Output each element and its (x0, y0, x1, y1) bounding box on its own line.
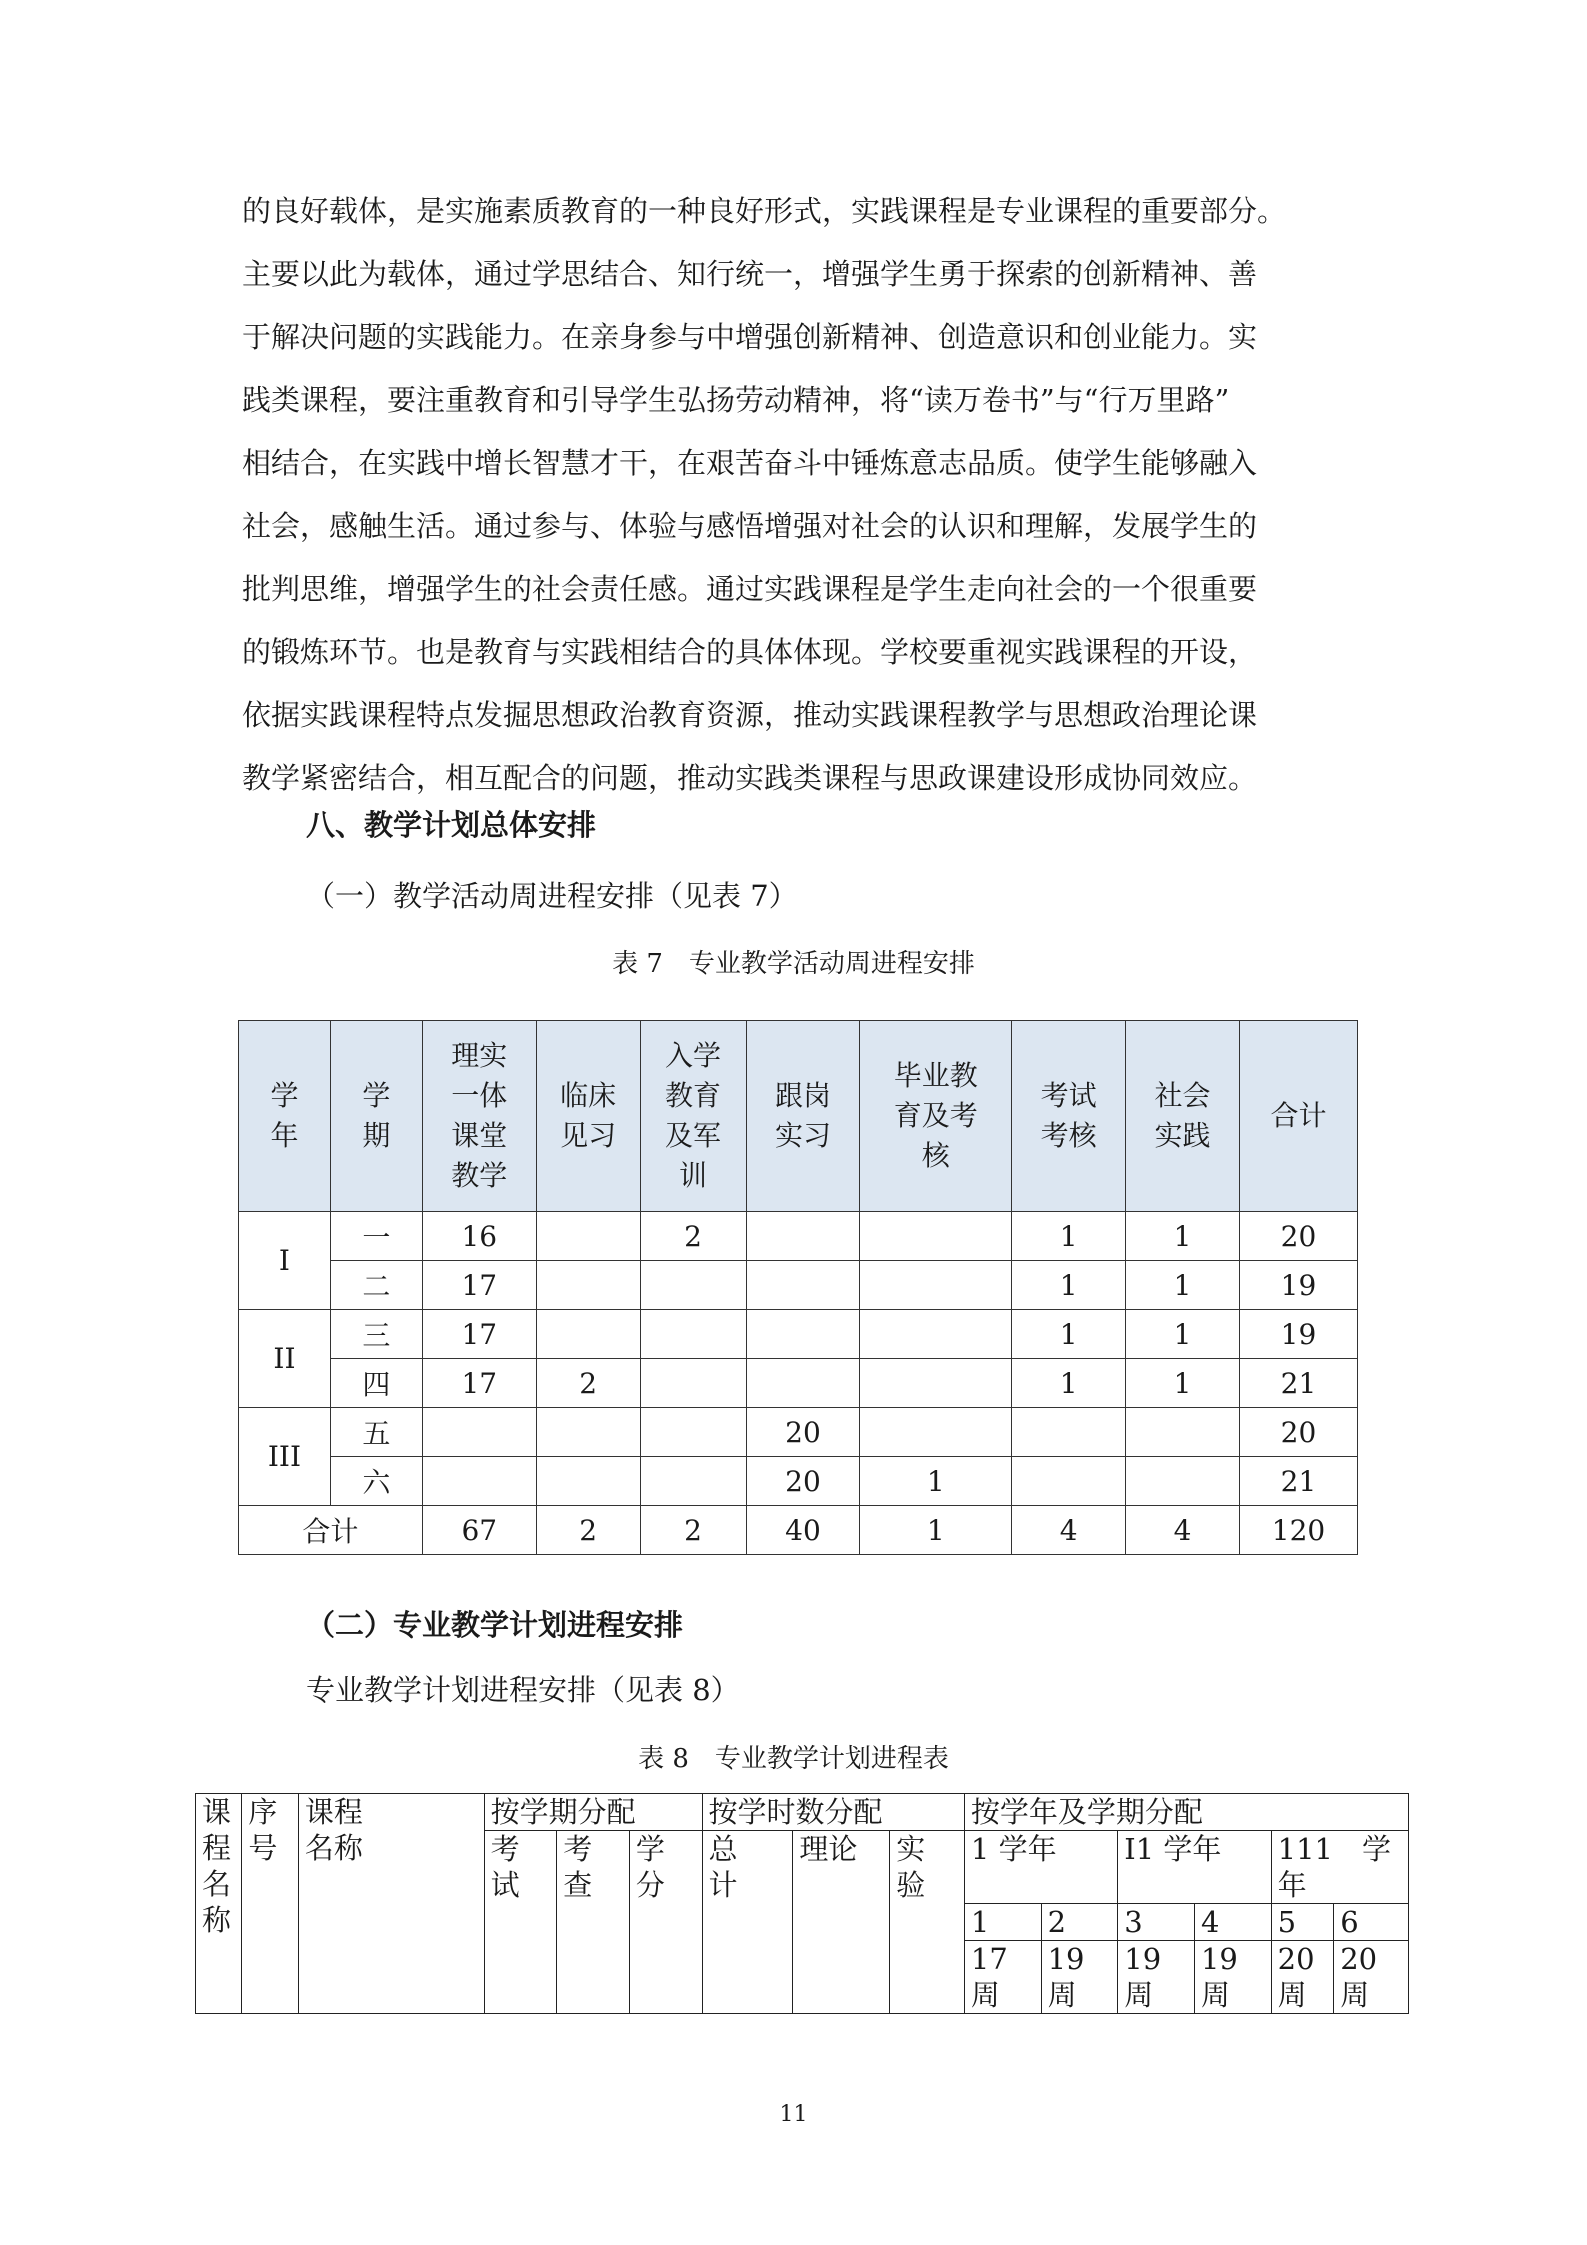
semester-cell: 3 (1118, 1904, 1195, 1941)
cell (860, 1408, 1012, 1457)
cell: 21 (1240, 1359, 1358, 1408)
header-cell: 入学 教育 及军 训 (640, 1021, 746, 1212)
table8-intro: 专业教学计划进程安排（见表 8） (306, 1673, 740, 1707)
cell: 1 (1126, 1261, 1240, 1310)
cell: 1 (1126, 1359, 1240, 1408)
paragraph-line: 于解决问题的实践能力。在亲身参与中增强创新精神、创造意识和创业能力。实 (242, 320, 1258, 354)
weeks-cell: 20 周 (1334, 1941, 1409, 2014)
header-cell: 学 期 (330, 1021, 422, 1212)
table-row (239, 1359, 1358, 1408)
weeks-cell: 17 周 (964, 1941, 1041, 2014)
cell: 20 (1240, 1408, 1358, 1457)
semester-cell: 2 (1041, 1904, 1118, 1941)
year-cell: II (239, 1310, 331, 1408)
paragraph-line: 相结合，在实践中增长智慧才干，在艰苦奋斗中锤炼意志品质。使学生能够融入 (242, 446, 1258, 480)
hours-group-header: 按学时数分配 (702, 1794, 964, 1831)
cell: 六 (330, 1457, 422, 1506)
total-label: 合计 (239, 1506, 423, 1555)
header-cell: 合计 (1240, 1021, 1358, 1212)
seq-header: 序 号 (242, 1794, 299, 2014)
credit-header: 学 分 (629, 1831, 702, 2014)
cell (860, 1261, 1012, 1310)
table-row (239, 1408, 1358, 1457)
semester-cell: 5 (1271, 1904, 1334, 1941)
body-paragraph (242, 180, 1357, 810)
cell: 2 (536, 1359, 640, 1408)
weeks-cell: 19 周 (1118, 1941, 1195, 2014)
cell (422, 1457, 536, 1506)
cell (536, 1457, 640, 1506)
cell: 1 (1012, 1310, 1126, 1359)
theory-header: 理论 (793, 1831, 890, 2014)
cell: 4 (1012, 1506, 1126, 1555)
cell (536, 1212, 640, 1261)
paragraph-line: 的锻炼环节。也是教育与实践相结合的具体体现。学校要重视实践课程的开设， (242, 635, 1258, 669)
lab-header: 实 验 (890, 1831, 965, 2014)
table7-header-row (239, 1021, 1358, 1212)
cell: 1 (860, 1506, 1012, 1555)
page-number: 11 (779, 2102, 808, 2127)
cell: 4 (1126, 1506, 1240, 1555)
cell: 67 (422, 1506, 536, 1555)
cell (536, 1408, 640, 1457)
cell: 40 (746, 1506, 860, 1555)
paragraph-line: 的良好载体，是实施素质教育的一种良好形式，实践课程是专业课程的重要部分。 (242, 194, 1287, 228)
subsection-heading-1: （一）教学活动周进程安排（见表 7） (306, 879, 798, 913)
paragraph-line: 批判思维，增强学生的社会责任感。通过实践课程是学生走向社会的一个很重要 (242, 572, 1258, 606)
cell (422, 1408, 536, 1457)
year-1-header: 1 学年 (964, 1831, 1117, 1904)
paragraph-line: 社会，感触生活。通过参与、体验与感悟增强对社会的认识和理解，发展学生的 (242, 509, 1258, 543)
cell (536, 1261, 640, 1310)
table-row (239, 1457, 1358, 1506)
section-heading: 八、教学计划总体安排 (306, 808, 597, 842)
semester-cell: 6 (1334, 1904, 1409, 1941)
cell: 五 (330, 1408, 422, 1457)
cell: 17 (422, 1261, 536, 1310)
semester-cell: 1 (964, 1904, 1041, 1941)
cell: 16 (422, 1212, 536, 1261)
year-cell: III (239, 1408, 331, 1506)
header-cell: 临床 见习 (536, 1021, 640, 1212)
cell: 20 (746, 1457, 860, 1506)
table7-caption: 表 7 专业教学活动周进程安排 (612, 949, 975, 979)
cell: 一 (330, 1212, 422, 1261)
header-cell: 学 年 (239, 1021, 331, 1212)
header-cell: 毕业教 育及考 核 (860, 1021, 1012, 1212)
total-hours-header: 总 计 (702, 1831, 793, 2014)
header-cell: 跟岗 实习 (746, 1021, 860, 1212)
semester-cell: 4 (1194, 1904, 1271, 1941)
table-row (239, 1310, 1358, 1359)
cell (860, 1359, 1012, 1408)
header-cell: 考试 考核 (1012, 1021, 1126, 1212)
header-cell: 理实 一体 课堂 教学 (422, 1021, 536, 1212)
cell: 2 (640, 1212, 746, 1261)
table8-header-row-1 (196, 1794, 1409, 1831)
cell: 四 (330, 1359, 422, 1408)
cell (1126, 1408, 1240, 1457)
cell: 1 (1012, 1212, 1126, 1261)
cell (640, 1408, 746, 1457)
cell (746, 1310, 860, 1359)
weeks-cell: 19 周 (1194, 1941, 1271, 2014)
table-row (239, 1212, 1358, 1261)
cell (860, 1310, 1012, 1359)
cell: 1 (1012, 1359, 1126, 1408)
table8-caption: 表 8 专业教学计划进程表 (638, 1744, 949, 1774)
year-cell: I (239, 1212, 331, 1310)
cell: 1 (1012, 1261, 1126, 1310)
cell: 二 (330, 1261, 422, 1310)
cell (536, 1310, 640, 1359)
cell (1012, 1408, 1126, 1457)
cell: 1 (1126, 1212, 1240, 1261)
paragraph-line: 主要以此为载体，通过学思结合、知行统一，增强学生勇于探索的创新精神、善 (242, 257, 1258, 291)
cell (1012, 1457, 1126, 1506)
semester-group-header: 按学期分配 (484, 1794, 702, 1831)
header-cell: 社会 实践 (1126, 1021, 1240, 1212)
year-group-header: 按学年及学期分配 (964, 1794, 1408, 1831)
course-type-header: 课 程 名 称 (196, 1794, 242, 2014)
cell (640, 1359, 746, 1408)
year-3-header: 111 学 年 (1271, 1831, 1408, 1904)
cell: 19 (1240, 1261, 1358, 1310)
table7 (238, 1020, 1358, 1555)
cell (640, 1310, 746, 1359)
weeks-cell: 19 周 (1041, 1941, 1118, 2014)
check-header: 考 查 (557, 1831, 630, 2014)
cell (1126, 1457, 1240, 1506)
year-2-header: I1 学年 (1118, 1831, 1271, 1904)
course-name-header: 课程 名称 (298, 1794, 484, 2014)
cell (640, 1261, 746, 1310)
cell: 120 (1240, 1506, 1358, 1555)
cell (860, 1212, 1012, 1261)
cell: 20 (746, 1408, 860, 1457)
table-row (239, 1261, 1358, 1310)
paragraph-line: 教学紧密结合，相互配合的问题，推动实践类课程与思政课建设形成协同效应。 (242, 761, 1258, 795)
cell (746, 1261, 860, 1310)
paragraph-line: 践类课程，要注重教育和引导学生弘扬劳动精神，将“读万卷书”与“行万里路” (242, 383, 1230, 417)
cell: 19 (1240, 1310, 1358, 1359)
table-total-row (239, 1506, 1358, 1555)
cell (746, 1212, 860, 1261)
cell: 2 (536, 1506, 640, 1555)
cell: 17 (422, 1359, 536, 1408)
cell: 21 (1240, 1457, 1358, 1506)
cell: 1 (1126, 1310, 1240, 1359)
cell: 20 (1240, 1212, 1358, 1261)
subsection-heading-2: （二）专业教学计划进程安排 (306, 1608, 684, 1642)
exam-header: 考 试 (484, 1831, 557, 2014)
table8 (195, 1793, 1409, 2014)
paragraph-line: 依据实践课程特点发掘思想政治教育资源，推动实践课程教学与思想政治理论课 (242, 698, 1258, 732)
weeks-cell: 20 周 (1271, 1941, 1334, 2014)
cell: 17 (422, 1310, 536, 1359)
cell: 2 (640, 1506, 746, 1555)
cell (746, 1359, 860, 1408)
cell: 1 (860, 1457, 1012, 1506)
cell: 三 (330, 1310, 422, 1359)
cell (640, 1457, 746, 1506)
